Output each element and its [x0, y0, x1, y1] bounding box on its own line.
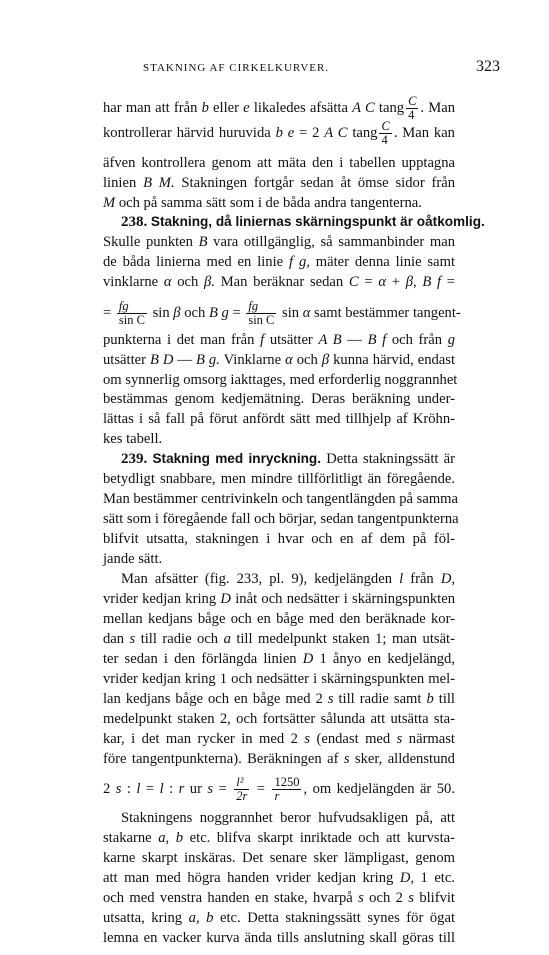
text-line-36: karne skarpt inskäras. Det senare sker lämpligast, genom [103, 850, 455, 866]
text-line-19: Man bestämmer centrivinkeln och tangentlängden på samma [103, 491, 458, 507]
text-line-31: kar, i det man rycker in med 2 s (endast med s närmast [103, 731, 455, 747]
running-title: STAKNING AF CIRKELKURVER. [143, 62, 330, 74]
text-line-8: de båda linierna med en linie f g, mäter denna linie samt [103, 254, 455, 270]
text-line-1: har man att från b eller e likaledes afsätta A C tang $\frac{C}{4}$ . Man [103, 94, 455, 122]
text-line-22: jande sätt. [103, 551, 163, 567]
text-line-12: utsätter B D — B g. Vinklarne α och β kunna härvid, endast [103, 352, 455, 368]
text-line-9: vinklarne α och β. Man beräknar sedan C = α + β, B f = [103, 274, 456, 290]
text-line-24: vrider kedjan kring D inåt och nedsätter i skärningspunkten [103, 591, 455, 607]
section-238-heading: 238. Stakning, då liniernas skärningspunkt är oåtkomlig. [121, 214, 485, 230]
text-line-3: äfven kontrollera genom att mäta den i tabellen upptagna [103, 155, 455, 171]
text-line-13: om synnerlig omsorg iakttages, med erforderlig noggrannhet [103, 372, 458, 388]
text-line-16: kes tabell. [103, 431, 163, 447]
text-line-30: medelpunkt staken 2, och fortsätter sålunda att utsätta sta- [103, 711, 455, 727]
text-line-2: kontrollerar härvid huruvida b e = 2 A C tang $\frac{C}{4}$ . Man kan [103, 119, 455, 147]
text-line-29: lan kedjans båge och en båge med 2 s till radie samt b till [103, 691, 455, 707]
fraction-1250-over-r: $\frac{1250}{r}$ [274, 775, 300, 803]
text-line-10-formula: = $\frac{fg}{\text{sin C}}$ sin β och B g = $\frac{fg}{\text{sin C}}$ sin α samt bestämmer tangent- [103, 299, 461, 327]
fraction-c-over-4: $\frac{C}{4}$ [381, 119, 390, 147]
fraction-c-over-4: $\frac{C}{4}$ [408, 94, 417, 122]
fraction-l2-over-2r: $\frac{\text{l²}}{2r}$ [236, 775, 248, 803]
text-line-25: mellan kedjans båge och en båge med den beräknade kor- [103, 611, 455, 627]
text-line-32: före tangentpunkterna). Beräkningen af s sker, alldenstund [103, 751, 455, 767]
text-line-34: Stakningens noggrannhet beror hufvudsakligen på, att [121, 810, 455, 826]
text-line-18: betydligt snabbare, men mindre tillförlitligt än föregående. [103, 471, 455, 487]
text-line-15: lättas i så fall på förut anfördt sätt med tillhjelp af Kröhn- [103, 411, 455, 427]
text-line-20: sätt som i föregående fall och börjar, sedan tangentpunkterna [103, 511, 459, 527]
text-line-28: vrider kedjan kring 1 och nedsätter i skärningspunkten mel- [103, 671, 455, 687]
text-line-38: och med venstra handen en stake, hvarpå s och 2 s blifvit [103, 890, 455, 906]
text-line-27: ter sedan i den förlängda linien D 1 ånyo en kedjelängd, [103, 651, 455, 667]
fraction-fg-over-sinc: $\frac{fg}{\text{sin C}}$ [248, 299, 275, 327]
text-line-33-formula: 2 s : l = l : r ur s = $\frac{\text{l²}}{2r}$ = $\frac{1250}{r}$ , om kedjelängden är 50. [103, 775, 455, 803]
text-line-40: lemna en vacker kurva ända tills anslutning skall göras till [103, 930, 455, 946]
section-239-heading: 239. Stakning med inryckning. Detta stakningssätt är [121, 451, 455, 467]
text-line-37: att man med högra handen vrider kedjan kring D, 1 etc. [103, 870, 455, 886]
text-line-4: linien B M. Stakningen fortgår sedan åt ömse sidor från [103, 175, 455, 191]
text-line-39: utsatta, kring a, b etc. Detta stakningssätt synes för ögat [103, 910, 455, 926]
page-header [0, 58, 549, 78]
page-number: 323 [476, 58, 500, 75]
text-line-5: M och på samma sätt som i de båda andra tangenterna. [103, 195, 422, 211]
text-line-11: punkterna i det man från f utsätter A B — B f och från g [103, 332, 455, 348]
text-line-26: dan s till radie och a till medelpunkt staken 1; man utsät- [103, 631, 455, 647]
text-line-23: Man afsätter (fig. 233, pl. 9), kedjelängden l från D, [121, 571, 456, 587]
text-line-35: stakarne a, b etc. blifva skarpt inriktade och att kurvsta- [103, 830, 455, 846]
text-line-14: bestämmas genom kedjemätning. Deras beräkning under- [103, 391, 455, 407]
text-line-21: blifvit utsatta, stakningen i hvar och en af dem på föl- [103, 531, 455, 547]
text-line-7: Skulle punkten B vara otillgänglig, så sammanbinder man [103, 234, 455, 250]
fraction-fg-over-sinc: $\frac{fg}{\text{sin C}}$ [118, 299, 145, 327]
